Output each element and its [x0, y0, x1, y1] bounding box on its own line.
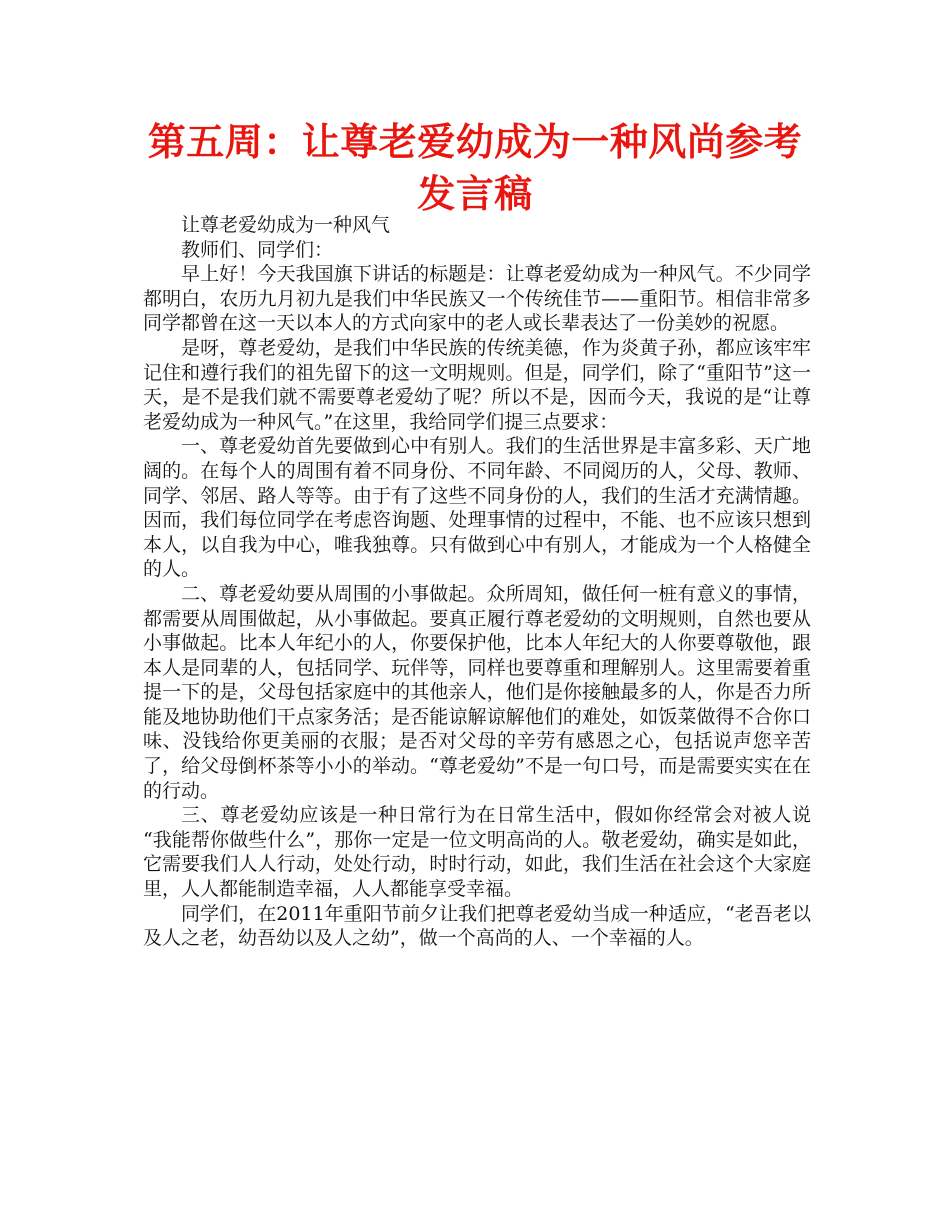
document-title: 第五周：让尊老爱幼成为一种风尚参考发言稿 — [147, 120, 803, 216]
paragraph-tradition: 是呀，尊老爱幼，是我们中华民族的传统美德，作为炎黄子孙，都应该牢牢记住和遵行我们的祖先留下的这一文明规则。但是，同学们，除了“重阳节”这一天，是不是我们就不需要尊老爱幼了呢？所以不是，因而今天，我说的是“让尊老爱幼成为一种风气。”在这里，我给同学们提三点要求： — [143, 336, 811, 433]
salutation: 教师们、同学们： — [181, 238, 334, 261]
paragraph-point-three: 三、尊老爱幼应该是一种日常行为在日常生活中，假如你经常会对被人说 “我能帮你做些什么”，那你一定是一位文明高尚的人。敬老爱幼，确实是如此，它需要我们人人行动，处处行动，时时行动，如此，我们生活在社会这个大家庭里，人人都能制造幸福，人人都能享受幸福。 — [143, 804, 811, 901]
paragraph-point-one: 一、尊老爱幼首先要做到心中有别人。我们的生活世界是丰富多彩、天广地阔的。在每个人的周围有着不同身份、不同年龄、不同阅历的人，父母、教师、同学、邻居、路人等等。由于有了这些不同身份的人，我们的生活才充满情趣。因而，我们每位同学在考虑咨询题、处理事情的过程中，不能、也不应该只想到本人，以自我为中心，唯我独尊。只有做到心中有别人，才能成为一个人格健全的人。 — [143, 435, 811, 581]
document-body — [143, 213, 811, 951]
paragraph-closing: 同学们，在2011年重阳节前夕让我们把尊老爱幼当成一种适应，“老吾老以及人之老，幼吾幼以及人之幼”，做一个高尚的人、一个幸福的人。 — [143, 902, 811, 950]
paragraph-intro: 早上好！今天我国旗下讲话的标题是：让尊老爱幼成为一种风气。不少同学都明白，农历九月初九是我们中华民族又一个传统佳节——重阳节。相信非常多同学都曾在这一天以本人的方式向家中的老人或长辈表达了一份美妙的祝愿。 — [143, 263, 811, 335]
paragraph-point-two: 二、尊老爱幼要从周围的小事做起。众所周知，做任何一桩有意义的事情，都需要从周围做起，从小事做起。要真正履行尊老爱幼的文明规则，自然也要从小事做起。比本人年纪小的人，你要保护他，比本人年纪大的人你要尊敬他，跟本人是同辈的人，包括同学、玩伴等，同样也要尊重和理解别人。这里需要着重提一下的是，父母包括家庭中的其他亲人，他们是你接触最多的人，你是否力所能及地协助他们干点家务活；是否能谅解谅解他们的难处，如饭菜做得不合你口味、没钱给你更美丽的衣服；是否对父母的辛劳有感恩之心，包括说声您辛苦了，给父母倒杯茶等小小的举动。“尊老爱幼”不是一句口号，而是需要实实在在的行动。 — [143, 582, 811, 802]
speech-heading: 让尊老爱幼成为一种风气 — [181, 214, 391, 236]
